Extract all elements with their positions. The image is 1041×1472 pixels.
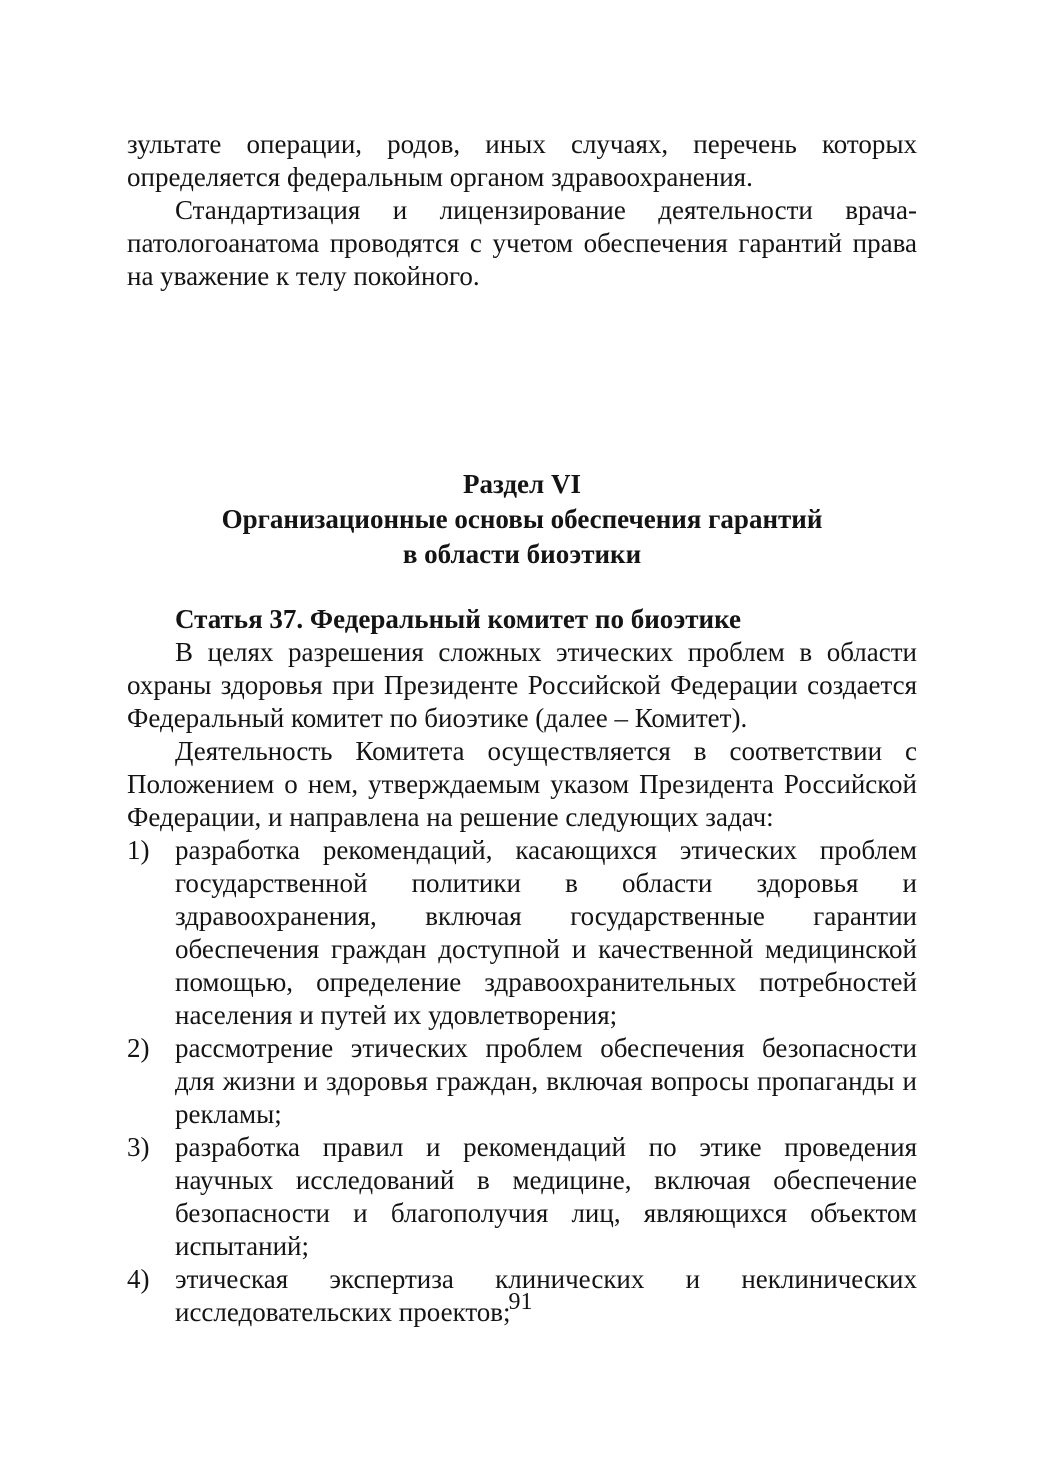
list-item-text: разработка рекомендаций, касающихся этических проблем государственной политики в области здоровья и здравоохранения, включая государственные гарантии обеспечения граждан доступной и качественной медицинской помощью, определение здравоохранительных потребностей населения и путей их удовлетворения; [175, 835, 917, 1030]
list-item [127, 1032, 917, 1131]
list-item-text: рассмотрение этических проблем обеспечения безопасности для жизни и здоровья граждан, включая вопросы пропаганды и рекламы; [175, 1033, 917, 1129]
list-item-number: 3) [127, 1132, 150, 1162]
continued-text-block [127, 128, 917, 293]
section-heading [127, 467, 917, 572]
task-list [127, 834, 917, 1329]
list-item [127, 834, 917, 1032]
page-number: 91 [508, 1289, 533, 1315]
section-title-line-1: Организационные основы обеспечения гарантий [221, 504, 823, 534]
list-item-number: 2) [127, 1033, 150, 1063]
list-item-number: 1) [127, 835, 150, 865]
list-item-number: 4) [127, 1264, 150, 1294]
article-paragraph: Деятельность Комитета осуществляется в соответствии с Положением о нем, утверждаемым указом Президента Российской Федерации, и направлена на решение следующих задач: [127, 736, 917, 832]
article-title: Статья 37. Федеральный комитет по биоэтике [175, 604, 741, 634]
list-item-text: разработка правил и рекомендаций по этике проведения научных исследований в медицине, включая обеспечение безопасности и благополучия лиц, являющихся объектом испытаний; [175, 1132, 917, 1261]
list-item [127, 1131, 917, 1263]
list-item-text: этическая экспертиза клинических и неклинических исследовательских проектов; [175, 1264, 917, 1327]
section-title-line-2: в области биоэтики [402, 539, 642, 569]
article-body [127, 603, 917, 1329]
standardization-paragraph: Стандартизация и лицензирование деятельности врача-патологоанатома проводятся с учетом обеспечения гарантий права на уважение к телу покойного. [127, 195, 917, 291]
section-number: Раздел VI [463, 469, 581, 499]
continued-paragraph: зультате операции, родов, иных случаях, перечень которых определяется федеральным органом здравоохранения. [127, 129, 917, 192]
article-paragraph: В целях разрешения сложных этических проблем в области охраны здоровья при Президенте Российской Федерации создается Федеральный комитет по биоэтике (далее – Комитет). [127, 637, 917, 733]
